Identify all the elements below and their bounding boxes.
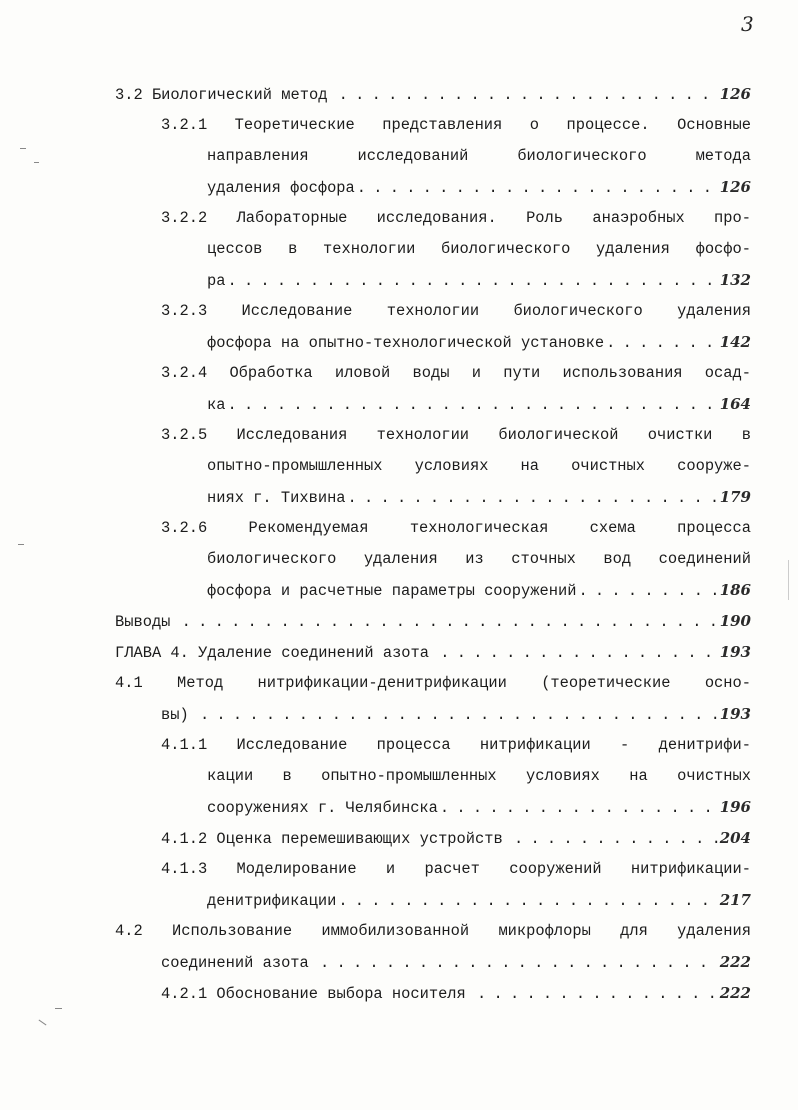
scan-speck: [20, 148, 26, 149]
toc-entry: [207, 580, 751, 601]
toc-entry-title: фосфора на опытно-технологической установке: [207, 334, 605, 352]
toc-entry-title: ра: [207, 272, 226, 290]
toc-entry-title: денитрификации: [207, 892, 337, 910]
toc-leader-dots: [200, 705, 718, 725]
toc-entry-line: 4.1.3 Моделирование и расчет сооружений нитрификации-: [161, 860, 751, 878]
toc-entry-line: 3.2.5 Исследования технологии биологической очистки в: [161, 426, 751, 444]
toc-entry: [161, 983, 751, 1004]
toc-page-number: 204: [719, 829, 751, 847]
toc-entry-line: 4.1 Метод нитрификации-денитрификации (теоретические осно-: [115, 674, 751, 692]
toc-entry: [207, 890, 751, 911]
toc-page-number: 142: [719, 333, 751, 351]
toc-leader-dots: [320, 953, 718, 973]
toc-entry-line: кации в опытно-промышленных условиях на очистных: [207, 767, 751, 785]
toc-entry-line: направления исследований биологического метода: [207, 147, 751, 165]
toc-leader-dots: [338, 891, 717, 911]
toc-page-number: 132: [719, 271, 751, 289]
toc-entry-title: 3.2 Биологический метод: [115, 86, 337, 104]
toc-entry-line: 3.2.2 Лабораторные исследования. Роль анаэробных про-: [161, 209, 751, 227]
toc-entry-line: 3.2.1 Теоретические представления о процессе. Основные: [161, 116, 751, 134]
toc-entry: [207, 332, 751, 353]
toc-entry: [207, 797, 751, 818]
toc-entry-title: ГЛАВА 4. Удаление соединений азота: [115, 644, 439, 662]
toc-entry-line: 3.2.4 Обработка иловой воды и пути использования осад-: [161, 364, 751, 382]
toc-entry-title: Выводы: [115, 613, 180, 631]
toc-entry: [161, 952, 751, 973]
toc-entry: [115, 642, 751, 663]
toc-entry-line: 4.2 Использование иммобилизованной микрофлоры для удаления: [115, 922, 751, 940]
toc-page-number: 190: [719, 612, 751, 630]
toc-leader-dots: [227, 271, 717, 291]
toc-page-number: 222: [719, 984, 751, 1002]
toc-page-number: 217: [719, 891, 751, 909]
toc-entry-title: фосфора и расчетные параметры сооружений: [207, 582, 577, 600]
toc-page-number: 126: [719, 85, 751, 103]
scan-speck: [39, 1020, 47, 1026]
scan-speck: [34, 162, 39, 163]
toc-page-number: 164: [719, 395, 751, 413]
toc-entry: [115, 611, 751, 632]
scan-speck: [18, 544, 24, 545]
toc-entry-title: 4.2.1 Обоснование выбора носителя: [161, 985, 476, 1003]
toc-leader-dots: [477, 984, 718, 1004]
toc-leader-dots: [440, 798, 718, 818]
page-number: 3: [741, 12, 754, 36]
toc-page-number: 196: [719, 798, 751, 816]
toc-entry-title: 4.1.2 Оценка перемешивающих устройств: [161, 830, 512, 848]
toc-entry: [207, 270, 751, 291]
toc-entry-title: удаления фосфора: [207, 179, 355, 197]
toc-page-number: 193: [719, 643, 751, 661]
toc-page-number: 222: [719, 953, 751, 971]
toc-leader-dots: [348, 488, 718, 508]
toc-leader-dots: [357, 178, 718, 198]
toc-entry-line: 3.2.6 Рекомендуемая технологическая схема процесса: [161, 519, 751, 537]
toc-leader-dots: [182, 612, 718, 632]
toc-page-number: 193: [719, 705, 751, 723]
scan-speck: [788, 560, 789, 600]
toc-entry-line: опытно-промышленных условиях на очистных сооруже-: [207, 457, 751, 475]
toc-entry-title: соединений азота: [161, 954, 319, 972]
toc-entry: [161, 828, 751, 849]
toc-leader-dots: [606, 333, 718, 353]
toc-leader-dots: [578, 581, 717, 601]
toc-entry-title: сооружениях г. Челябинска: [207, 799, 438, 817]
scan-speck: [55, 1008, 62, 1009]
toc-leader-dots: [339, 85, 718, 105]
toc-leader-dots: [514, 829, 718, 849]
toc-page-number: 179: [719, 488, 751, 506]
toc-entry-title: ниях г. Тихвина: [207, 489, 346, 507]
toc-entry-line: цессов в технологии биологического удаления фосфо-: [207, 240, 751, 258]
toc-page-number: 126: [719, 178, 751, 196]
toc-entry: [207, 177, 751, 198]
toc-entry-title: ка: [207, 396, 226, 414]
toc-entry-line: биологического удаления из сточных вод соединений: [207, 550, 751, 568]
toc-entry: [161, 704, 751, 725]
toc-entry-line: 3.2.3 Исследование технологии биологического удаления: [161, 302, 751, 320]
toc-entry-title: вы): [161, 706, 198, 724]
toc-entry: [207, 487, 751, 508]
toc-entry: [207, 394, 751, 415]
toc-page-number: 186: [719, 581, 751, 599]
toc-entry-line: 4.1.1 Исследование процесса нитрификации - денитрифи-: [161, 736, 751, 754]
toc-leader-dots: [227, 395, 717, 415]
toc-entry: [115, 84, 751, 105]
toc-leader-dots: [440, 643, 717, 663]
